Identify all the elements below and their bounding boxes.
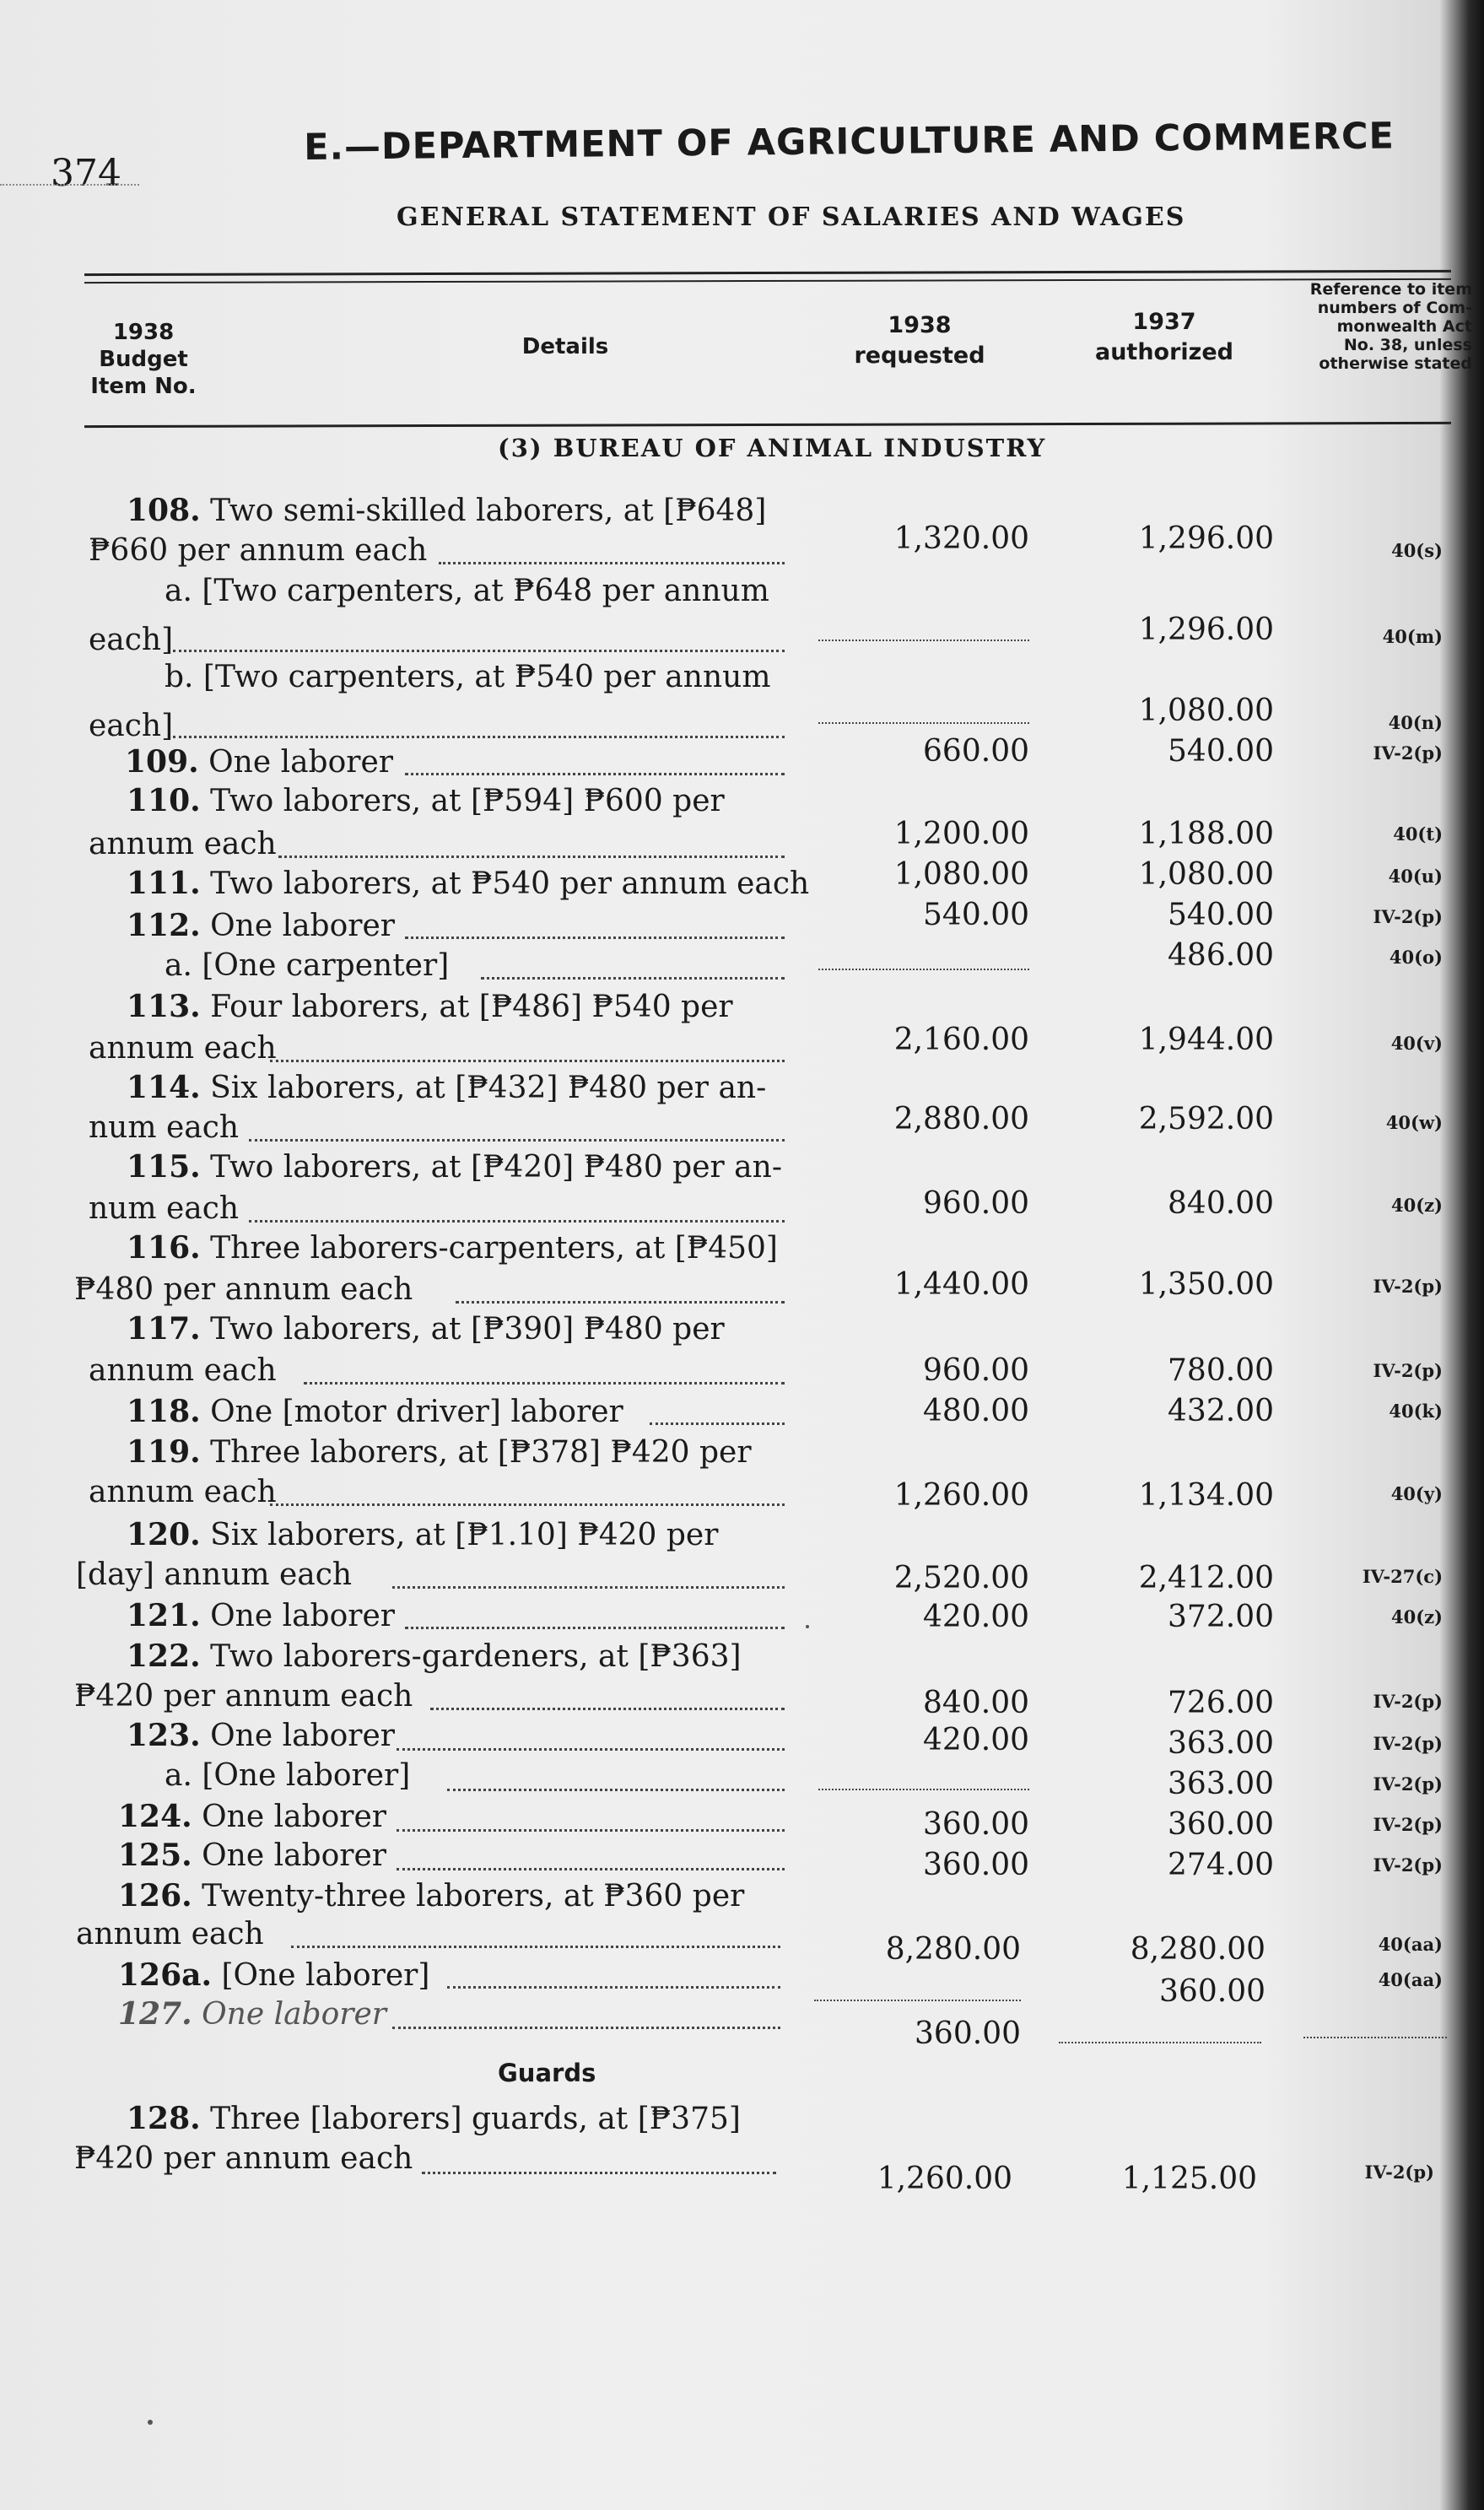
header-reference: Reference to item numbers of Com- monwealth Act No. 38, unless otherwise stated <box>1309 280 1472 373</box>
row-127-line1: 127. One laborer <box>118 1996 386 2032</box>
row-114-reference: 40(w) <box>1385 1112 1443 1133</box>
row-128-requested: 1,260.00 <box>877 2162 1012 2196</box>
row-123-reference: IV-2(p) <box>1373 1733 1443 1754</box>
row-112-reference: IV-2(p) <box>1373 906 1443 927</box>
row-109-reference: IV-2(p) <box>1373 742 1443 764</box>
row-123a-leader <box>447 1789 785 1791</box>
row-112-requested: 540.00 <box>923 898 1029 932</box>
row-108a-requested-blank <box>818 640 1029 641</box>
row-113-requested: 2,160.00 <box>893 1023 1029 1057</box>
row-120-leader <box>392 1586 785 1589</box>
row-114-requested: 2,880.00 <box>893 1102 1029 1136</box>
row-108-authorized: 1,296.00 <box>1138 521 1274 556</box>
row-115-leader <box>249 1220 785 1223</box>
row-124-requested: 360.00 <box>923 1807 1029 1842</box>
row-108-line1: 108. Two semi-skilled laborers, at [₱648] <box>127 493 767 528</box>
row-118-authorized: 432.00 <box>1168 1394 1274 1428</box>
row-108b-reference: 40(n) <box>1388 712 1443 733</box>
row-119-line2: annum each <box>89 1475 277 1509</box>
row-120-line2: [day] annum each <box>76 1557 353 1592</box>
row-123a-line1: a. [One laborer] <box>165 1758 411 1793</box>
row-108a-line1: a. [Two carpenters, at ₱648 per annum <box>165 574 769 608</box>
row-108-line2: ₱660 per annum each <box>89 533 428 568</box>
row-123-requested: 420.00 <box>923 1723 1029 1757</box>
row-116-line1: 116. Three laborers-carpenters, at [₱450] <box>127 1230 778 1266</box>
row-108b-requested-blank <box>818 722 1029 724</box>
row-108a-leader <box>173 650 785 652</box>
row-109-authorized: 540.00 <box>1168 734 1274 769</box>
header-details: Details <box>521 334 609 359</box>
row-122-authorized: 726.00 <box>1168 1686 1274 1720</box>
row-111-authorized: 1,080.00 <box>1138 857 1274 892</box>
row-126-line1: 126. Twenty-three laborers, at ₱360 per <box>118 1878 745 1914</box>
row-121-authorized: 372.00 <box>1168 1600 1274 1634</box>
row-120-requested: 2,520.00 <box>893 1561 1029 1595</box>
row-108b-line2: each] <box>89 709 174 743</box>
row-123-leader <box>397 1748 785 1751</box>
row-108b-leader <box>173 736 785 738</box>
row-119-leader <box>270 1503 785 1506</box>
row-119-requested: 1,260.00 <box>893 1478 1029 1513</box>
paper-speck <box>806 1625 809 1628</box>
row-108-reference: 40(s) <box>1391 540 1443 561</box>
statement-title: GENERAL STATEMENT OF SALARIES AND WAGES <box>397 202 1186 232</box>
row-113-authorized: 1,944.00 <box>1138 1023 1274 1057</box>
row-112-leader <box>405 937 785 939</box>
department-heading: E.—DEPARTMENT OF AGRICULTURE AND COMMERCE <box>304 115 1395 169</box>
row-115-line1: 115. Two laborers, at [₱420] ₱480 per an- <box>127 1149 782 1185</box>
row-117-line1: 117. Two laborers, at [₱390] ₱480 per <box>127 1311 725 1347</box>
row-110-reference: 40(t) <box>1393 823 1443 845</box>
row-127-reference-blank <box>1303 2037 1447 2038</box>
row-112a-leader <box>481 977 785 980</box>
row-109-requested: 660.00 <box>923 734 1029 769</box>
row-127-leader <box>392 2027 780 2029</box>
row-113-reference: 40(v) <box>1390 1033 1443 1054</box>
row-117-line2: annum each <box>89 1353 277 1388</box>
row-121-line1: 121. One laborer <box>127 1598 395 1633</box>
row-126-requested: 8,280.00 <box>885 1932 1021 1967</box>
row-125-requested: 360.00 <box>923 1848 1029 1882</box>
row-124-reference: IV-2(p) <box>1373 1814 1443 1835</box>
row-114-leader <box>249 1139 785 1142</box>
row-125-authorized: 274.00 <box>1168 1848 1274 1882</box>
page-number-leader <box>0 184 139 186</box>
row-126-line2: annum each <box>76 1917 264 1951</box>
row-109-leader <box>405 773 785 775</box>
row-113-line2: annum each <box>89 1031 277 1066</box>
header-rule-top-2 <box>84 278 1451 283</box>
row-116-requested: 1,440.00 <box>893 1267 1029 1302</box>
header-rule-top <box>84 270 1451 276</box>
row-115-authorized: 840.00 <box>1168 1186 1274 1221</box>
row-126a-authorized: 360.00 <box>1159 1974 1265 2009</box>
row-124-authorized: 360.00 <box>1168 1807 1274 1842</box>
row-127-requested: 360.00 <box>915 2016 1021 2051</box>
row-125-reference: IV-2(p) <box>1373 1854 1443 1876</box>
row-108-requested: 1,320.00 <box>893 521 1029 556</box>
row-123-authorized: 363.00 <box>1168 1726 1274 1761</box>
row-125-leader <box>397 1868 785 1870</box>
row-125-line1: 125. One laborer <box>118 1838 386 1873</box>
row-123a-requested-blank <box>818 1789 1029 1790</box>
guards-subheading: Guards <box>498 2059 596 2087</box>
row-117-leader <box>304 1382 785 1385</box>
row-114-line2: num each <box>89 1110 240 1145</box>
row-111-line1: 111. Two laborers, at ₱540 per annum each <box>127 866 810 901</box>
row-112a-line1: a. [One carpenter] <box>165 948 450 983</box>
paper-speck <box>148 2420 153 2425</box>
row-124-leader <box>397 1829 785 1832</box>
row-126a-line1: 126a. [One laborer] <box>118 1957 430 1993</box>
row-118-leader <box>650 1422 785 1425</box>
row-108a-reference: 40(m) <box>1382 626 1443 647</box>
row-122-reference: IV-2(p) <box>1373 1691 1443 1712</box>
row-116-authorized: 1,350.00 <box>1138 1267 1274 1302</box>
row-121-leader <box>405 1627 785 1629</box>
row-112a-reference: 40(o) <box>1389 947 1443 968</box>
row-116-reference: IV-2(p) <box>1373 1276 1443 1297</box>
row-113-leader <box>270 1060 785 1062</box>
row-108b-authorized: 1,080.00 <box>1138 694 1274 728</box>
row-112a-authorized: 486.00 <box>1168 938 1274 973</box>
page-number: 374 <box>51 152 121 195</box>
row-118-line1: 118. One [motor driver] laborer <box>127 1394 623 1429</box>
row-126-reference: 40(aa) <box>1378 1934 1443 1955</box>
row-123a-reference: IV-2(p) <box>1373 1773 1443 1795</box>
row-117-requested: 960.00 <box>923 1353 1029 1388</box>
row-114-line1: 114. Six laborers, at [₱432] ₱480 per an- <box>127 1070 767 1105</box>
row-122-leader <box>430 1708 785 1710</box>
row-128-line2: ₱420 per annum each <box>74 2141 413 2176</box>
row-124-line1: 124. One laborer <box>118 1799 386 1834</box>
row-119-authorized: 1,134.00 <box>1138 1478 1274 1513</box>
row-127-authorized-blank <box>1059 2042 1261 2043</box>
row-116-line2: ₱480 per annum each <box>74 1272 413 1307</box>
row-117-authorized: 780.00 <box>1168 1353 1274 1388</box>
row-116-leader <box>456 1301 785 1304</box>
row-113-line1: 113. Four laborers, at [₱486] ₱540 per <box>127 989 733 1024</box>
row-117-reference: IV-2(p) <box>1373 1360 1443 1381</box>
row-110-authorized: 1,188.00 <box>1138 817 1274 851</box>
row-122-line2: ₱420 per annum each <box>74 1679 413 1714</box>
row-128-leader <box>422 2172 776 2174</box>
row-110-line2: annum each <box>89 827 277 861</box>
row-123-line1: 123. One laborer <box>127 1718 395 1753</box>
row-112-authorized: 540.00 <box>1168 898 1274 932</box>
row-108a-authorized: 1,296.00 <box>1138 613 1274 647</box>
row-118-requested: 480.00 <box>923 1394 1029 1428</box>
row-108-leader <box>439 562 785 564</box>
row-114-authorized: 2,592.00 <box>1138 1102 1274 1136</box>
row-126-leader <box>291 1946 780 1948</box>
row-128-line1: 128. Three [laborers] guards, at [₱375] <box>127 2101 741 2136</box>
row-110-leader <box>278 856 785 858</box>
section-title: (3) BUREAU OF ANIMAL INDUSTRY <box>498 434 1047 462</box>
row-119-reference: 40(y) <box>1390 1483 1443 1504</box>
row-109-line1: 109. One laborer <box>125 744 393 780</box>
row-115-line2: num each <box>89 1191 240 1226</box>
row-122-line1: 122. Two laborers-gardeners, at [₱363] <box>127 1638 742 1674</box>
row-110-line1: 110. Two laborers, at [₱594] ₱600 per <box>127 783 725 818</box>
row-126-authorized: 8,280.00 <box>1130 1932 1265 1967</box>
row-110-requested: 1,200.00 <box>893 817 1029 851</box>
row-126a-requested-blank <box>814 2000 1021 2001</box>
header-1938-requested: 1938 requested <box>854 312 985 369</box>
row-126a-leader <box>447 1986 780 1989</box>
row-126a-reference: 40(aa) <box>1378 1969 1443 1990</box>
header-1937-authorized: 1937 authorized <box>1094 309 1234 365</box>
header-rule-bottom <box>84 422 1451 428</box>
row-120-reference: IV-27(c) <box>1362 1566 1443 1587</box>
row-120-line1: 120. Six laborers, at [₱1.10] ₱420 per <box>127 1517 719 1552</box>
row-112a-requested-blank <box>818 969 1029 970</box>
row-128-authorized: 1,125.00 <box>1121 2162 1257 2196</box>
row-118-reference: 40(k) <box>1389 1401 1443 1422</box>
row-115-reference: 40(z) <box>1390 1195 1443 1216</box>
row-115-requested: 960.00 <box>923 1186 1029 1221</box>
row-123a-authorized: 363.00 <box>1168 1767 1274 1801</box>
row-122-requested: 840.00 <box>923 1686 1029 1720</box>
row-112-line1: 112. One laborer <box>127 908 395 943</box>
row-128-reference: IV-2(p) <box>1364 2162 1434 2183</box>
row-121-requested: 420.00 <box>923 1600 1029 1634</box>
row-111-requested: 1,080.00 <box>893 857 1029 892</box>
header-budget-item-no: 1938 Budget Item No. <box>90 320 197 399</box>
row-119-line1: 119. Three laborers, at [₱378] ₱420 per <box>127 1434 752 1470</box>
row-108a-line2: each] <box>89 623 174 657</box>
row-108b-line1: b. [Two carpenters, at ₱540 per annum <box>165 660 771 694</box>
row-111-reference: 40(u) <box>1388 866 1443 887</box>
row-121-reference: 40(z) <box>1390 1606 1443 1627</box>
row-120-authorized: 2,412.00 <box>1138 1561 1274 1595</box>
